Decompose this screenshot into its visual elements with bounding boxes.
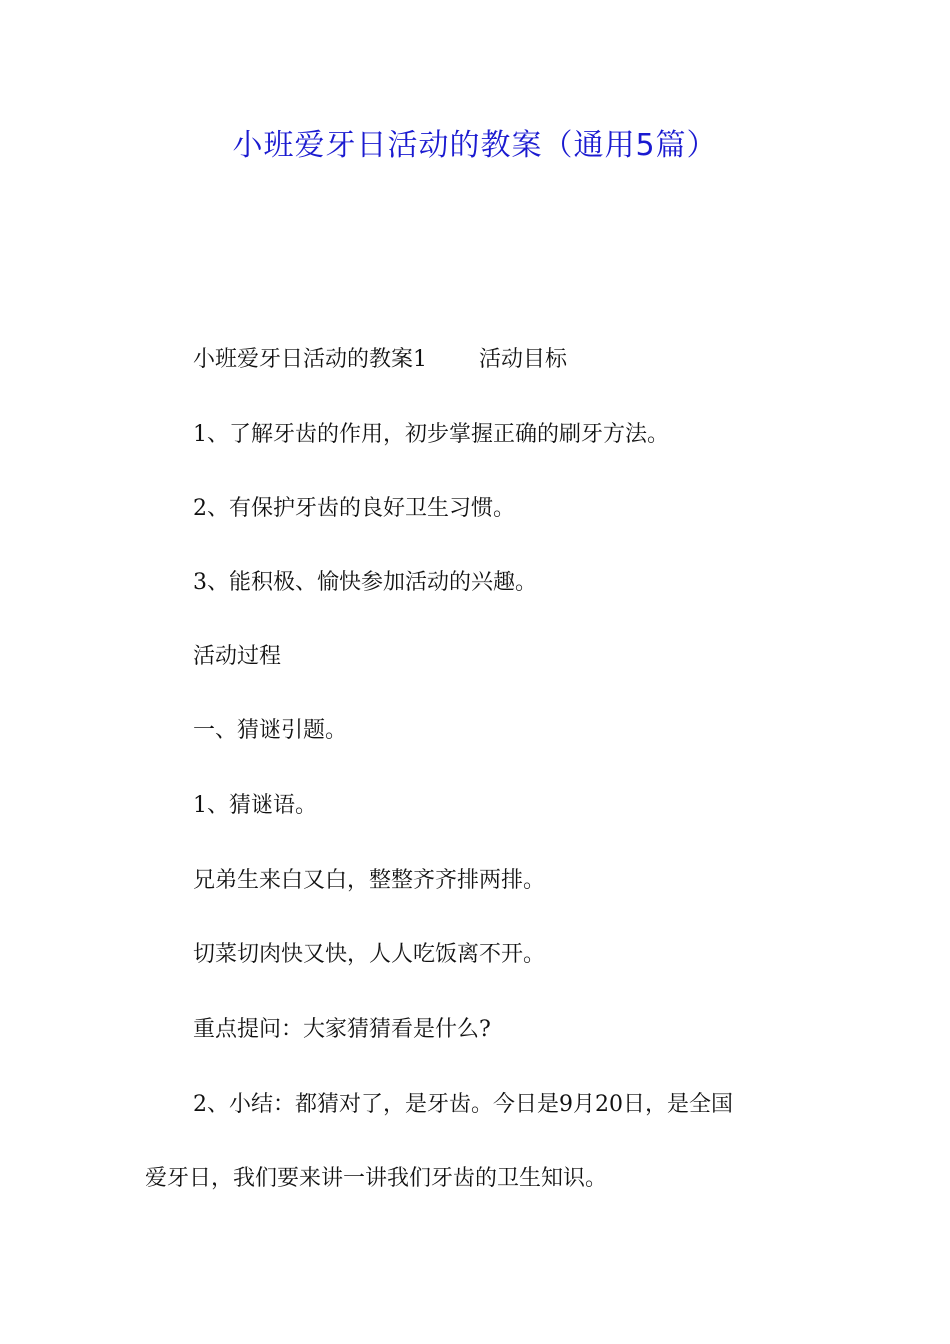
paragraph-process-heading: 活动过程 <box>193 644 282 669</box>
paragraph-summary-line-2: 爱牙日，我们要来讲一讲我们牙齿的卫生知识。 <box>145 1166 608 1191</box>
paragraph-goal-2: 2、有保护牙齿的良好卫生习惯。 <box>193 496 515 521</box>
paragraph-summary-line-1: 2、小结：都猜对了，是牙齿。今日是9月20日，是全国 <box>193 1092 733 1117</box>
paragraph-question: 重点提问：大家猜猜看是什么? <box>193 1017 491 1042</box>
paragraph-riddle-heading: 1、猜谜语。 <box>193 793 317 818</box>
paragraph-goal-1: 1、了解牙齿的作用，初步掌握正确的刷牙方法。 <box>193 422 669 447</box>
paragraph-riddle-line-2: 切菜切肉快又快，人人吃饭离不开。 <box>193 942 546 967</box>
section-heading-line <box>193 345 567 375</box>
paragraph-step-1: 一、猜谜引题。 <box>193 718 348 743</box>
section-heading-title: 小班爱牙日活动的教案1 <box>193 347 427 372</box>
paragraph-riddle-line-1: 兄弟生来白又白，整整齐齐排两排。 <box>193 868 546 893</box>
section-heading-subtitle: 活动目标 <box>479 347 568 372</box>
paragraph-goal-3: 3、能积极、愉快参加活动的兴趣。 <box>193 570 537 595</box>
document-title: 小班爱牙日活动的教案（通用5篇） <box>232 128 718 163</box>
